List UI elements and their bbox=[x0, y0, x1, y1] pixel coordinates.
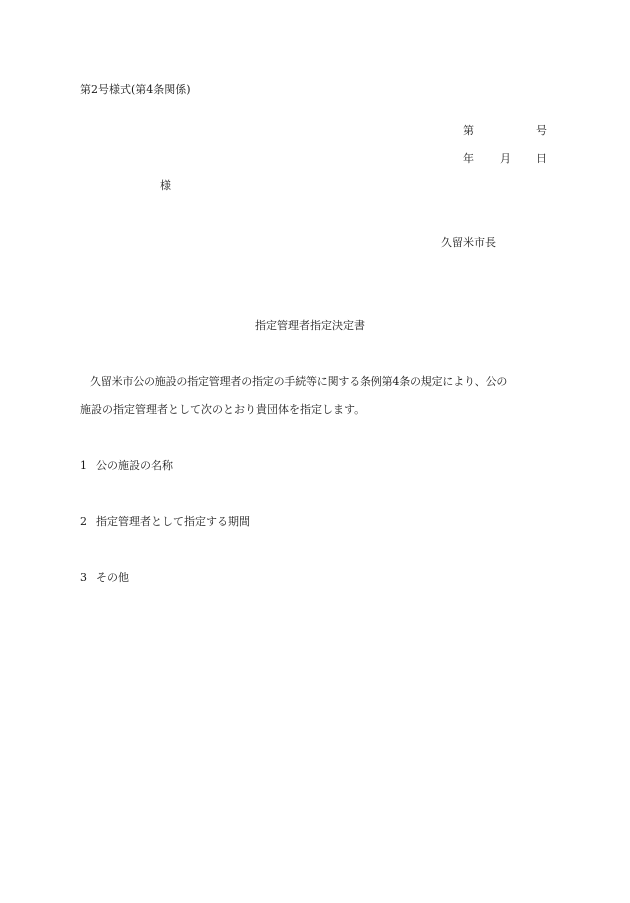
item-number: 2 bbox=[80, 515, 87, 528]
body-line-1: 久留米市公の施設の指定管理者の指定の手続等に関する条例第4条の規定により、公の bbox=[90, 375, 508, 388]
document-title: 指定管理者指定決定書 bbox=[255, 319, 365, 332]
body-line-2: 施設の指定管理者として次のとおり貴団体を指定します。 bbox=[80, 403, 366, 416]
issuer: 久留米市長 bbox=[441, 236, 496, 249]
item-label: その他 bbox=[96, 571, 129, 584]
item-label: 指定管理者として指定する期間 bbox=[96, 515, 250, 528]
item-1 bbox=[80, 460, 173, 471]
date-year: 年 bbox=[463, 152, 474, 165]
addressee-suffix: 様 bbox=[160, 179, 171, 192]
number-prefix: 第 bbox=[463, 124, 474, 137]
item-label: 公の施設の名称 bbox=[96, 459, 173, 472]
form-label: 第2号様式(第4条関係) bbox=[80, 83, 191, 96]
number-suffix: 号 bbox=[536, 124, 547, 137]
date-month: 月 bbox=[500, 152, 511, 165]
date-day: 日 bbox=[536, 152, 547, 165]
item-number: 1 bbox=[80, 459, 87, 472]
item-3 bbox=[80, 572, 129, 583]
item-number: 3 bbox=[80, 571, 87, 584]
item-2 bbox=[80, 516, 250, 527]
